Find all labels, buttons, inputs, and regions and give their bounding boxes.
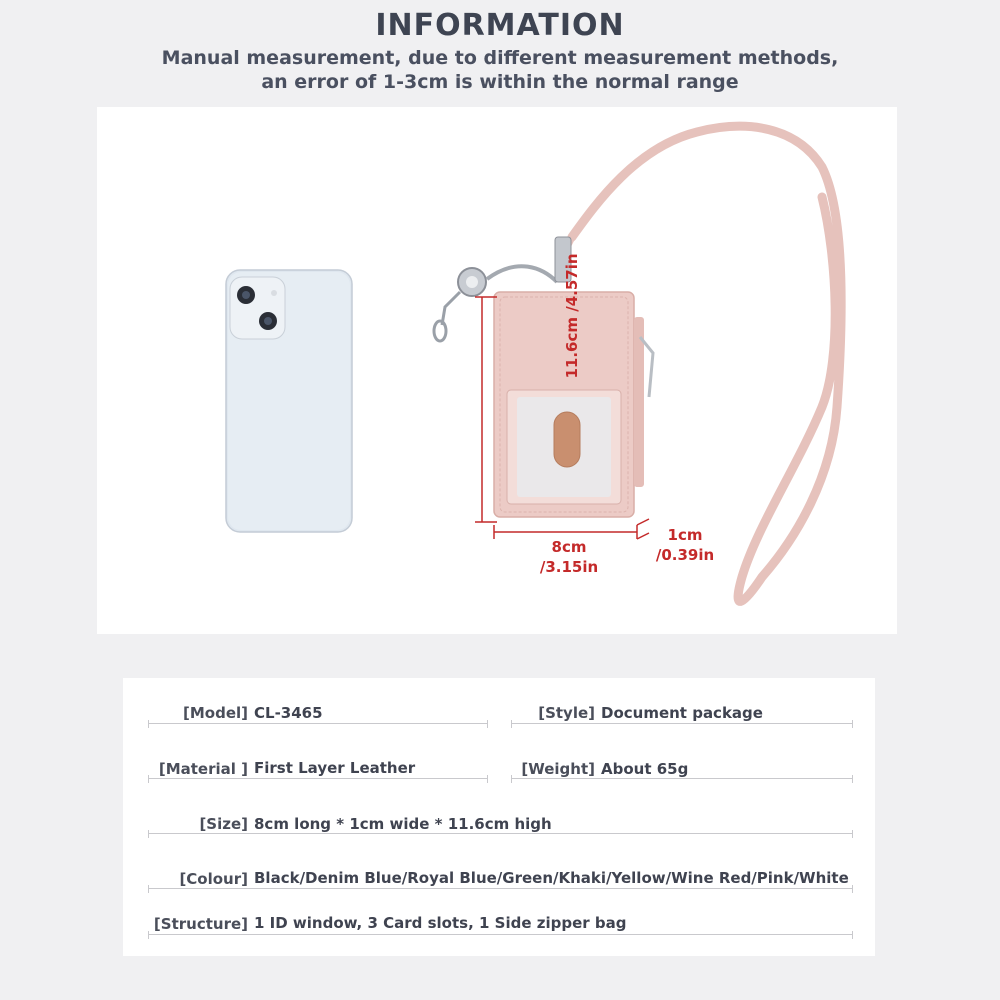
- weight-value: About 65g: [601, 760, 689, 778]
- depth-in: /0.39in: [655, 546, 715, 564]
- structure-label: [Structure]: [153, 915, 248, 933]
- style-label: [Style]: [538, 704, 595, 722]
- width-in: /3.15in: [539, 558, 599, 576]
- material-value: First Layer Leather: [254, 759, 416, 777]
- width-cm: 8cm: [551, 538, 587, 556]
- divider: [148, 778, 488, 779]
- width-measurement: [529, 537, 609, 577]
- divider: [148, 833, 853, 834]
- product-illustration: [97, 107, 897, 634]
- product-photo: [97, 107, 897, 634]
- model-value: CL-3465: [254, 704, 323, 722]
- divider: [511, 723, 853, 724]
- depth-measurement: [645, 525, 725, 565]
- divider: [148, 888, 853, 889]
- material-label: [Material ]: [158, 760, 248, 778]
- subtitle-line-1: Manual measurement, due to different measurement methods,: [161, 47, 839, 69]
- height-measurement: 11.6cm /4.57in: [563, 253, 581, 379]
- depth-cm: 1cm: [667, 526, 703, 544]
- page-subtitle: [0, 46, 1000, 94]
- divider: [511, 778, 853, 779]
- spec-table: [123, 678, 875, 956]
- style-value: Document package: [601, 704, 763, 722]
- divider: [148, 723, 488, 724]
- subtitle-line-2: an error of 1-3cm is within the normal range: [261, 71, 739, 93]
- size-label: [Size]: [199, 815, 248, 833]
- weight-label: [Weight]: [521, 760, 595, 778]
- colour-label: [Colour]: [179, 870, 248, 888]
- phone-image: [226, 270, 352, 532]
- colour-value: Black/Denim Blue/Royal Blue/Green/Khaki/Yellow/Wine Red/Pink/White: [254, 869, 849, 887]
- page-title: INFORMATION: [375, 8, 625, 43]
- divider: [148, 934, 853, 935]
- structure-value: 1 ID window, 3 Card slots, 1 Side zipper bag: [254, 914, 627, 932]
- model-label: [Model]: [183, 704, 248, 722]
- size-value: 8cm long * 1cm wide * 11.6cm high: [254, 815, 552, 833]
